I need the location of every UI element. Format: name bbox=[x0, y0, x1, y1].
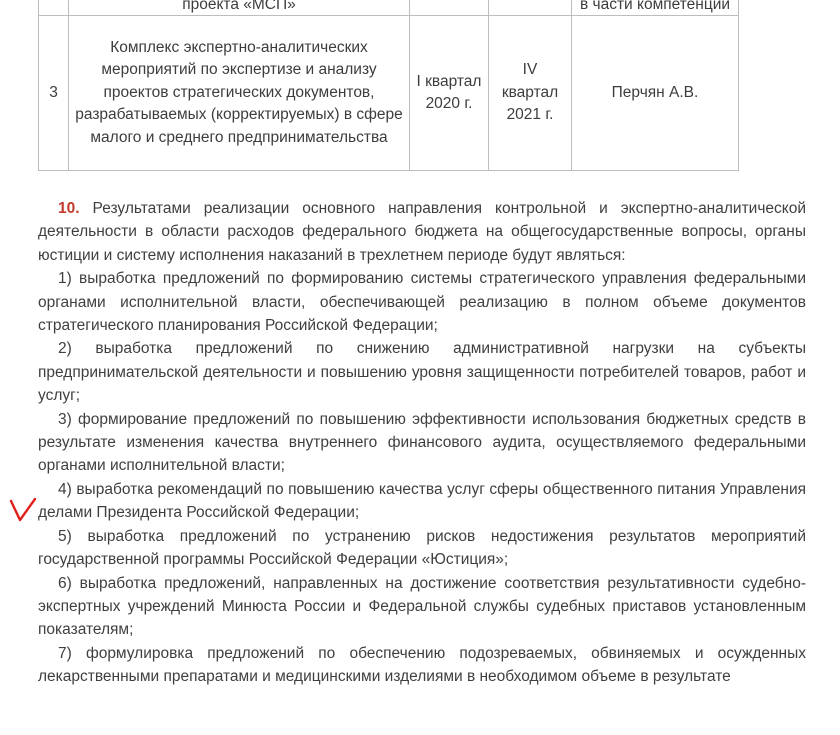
table-row bbox=[39, 16, 739, 171]
plan-table bbox=[38, 0, 739, 171]
row-number: 3 bbox=[39, 16, 69, 171]
row-start: I квартал 2020 г. bbox=[410, 16, 489, 171]
table-cell-note: в части компетенции bbox=[572, 0, 739, 16]
table-cell bbox=[39, 0, 69, 16]
section-text bbox=[38, 197, 806, 689]
list-item: 4) выработка рекомендаций по повышению качества услуг сферы общественного питания Управления делами Президента Российской Федерации; bbox=[38, 480, 806, 522]
row-end: IV квартал 2021 г. bbox=[489, 16, 572, 171]
list-item: 7) формулировка предложений по обеспечению подозреваемых, обвиняемых и осужденных лекарственными препаратами и медицинскими изделиями в необходимом объеме в результате bbox=[38, 644, 806, 686]
row-responsible: Перчян А.В. bbox=[572, 16, 739, 171]
section-intro-text: Результатами реализации основного направления контрольной и экспертно-аналитической деятельности в области расходов федерального бюджета на общегосударственные вопросы, органы юстиции и систему исполнения наказаний в трехлетнем периоде будут являться: bbox=[38, 200, 807, 264]
list-item: 6) выработка предложений, направленных на достижение соответствия результативности судебно-экспертных учреждений Минюста России и Федеральной службы судебных приставов установленным показателям; bbox=[38, 574, 806, 639]
list-item: 5) выработка предложений по устранению рисков недостижения результатов мероприятий государственной программы Российской Федерации «Юстиция»; bbox=[38, 527, 806, 569]
table-row bbox=[39, 0, 739, 16]
list-item: 1) выработка предложений по формированию системы стратегического управления федеральными органами исполнительной власти, обеспечивающей реализацию в полном объеме документов стратегического планирования Российской Федерации; bbox=[38, 270, 806, 335]
table-cell-project: проекта «МСП» bbox=[69, 0, 410, 16]
checkmark-icon bbox=[9, 497, 37, 525]
list-item: 2) выработка предложений по снижению административной нагрузки на субъекты предпринимательской деятельности и повышению уровня защищенности потребителей товаров, работ и услуг; bbox=[38, 340, 806, 405]
list-item: 3) формирование предложений по повышению эффективности использования бюджетных средств в результате изменения качества внутреннего финансового аудита, осуществляемого федеральными органами исполнительной власти; bbox=[38, 410, 806, 475]
table-cell bbox=[489, 0, 572, 16]
section-intro bbox=[38, 197, 806, 267]
row-description: Комплекс экспертно-аналитических мероприятий по экспертизе и анализу проектов стратегических документов, разрабатываемых (корректируемых) в сфере малого и среднего предпринимательства bbox=[69, 16, 410, 171]
section-number: 10. bbox=[58, 200, 80, 217]
table-cell bbox=[410, 0, 489, 16]
